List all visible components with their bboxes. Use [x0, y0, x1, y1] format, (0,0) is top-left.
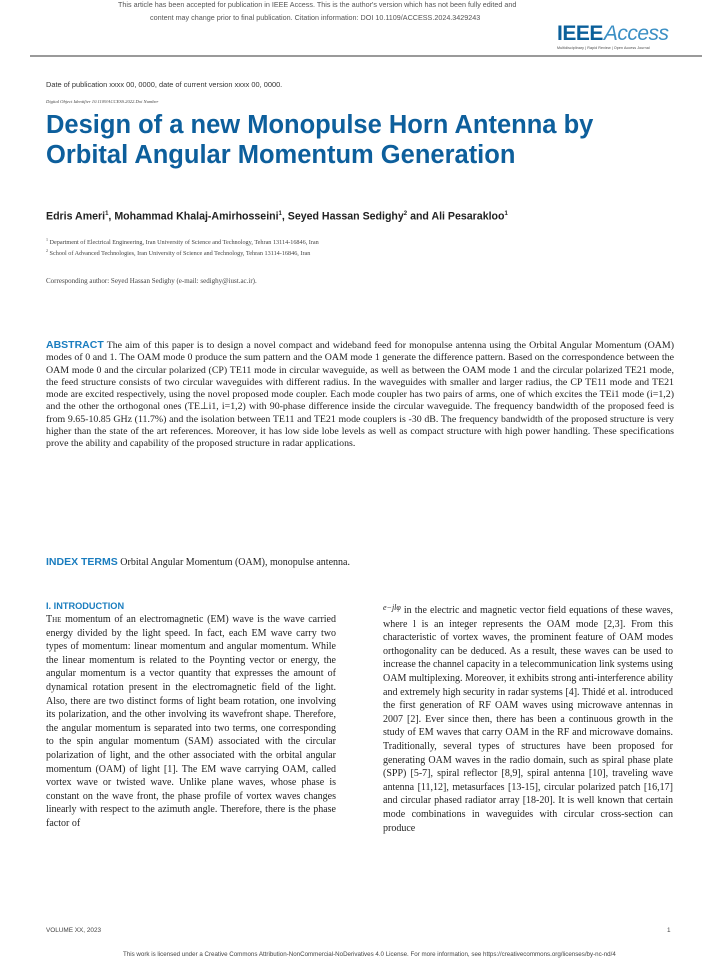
- publication-date: Date of publication xxxx 00, 0000, date of current version xxxx 00, 0000.: [46, 80, 283, 89]
- index-terms-label: INDEX TERMS: [46, 556, 118, 568]
- affiliation-number: 1: [46, 237, 48, 242]
- phase-factor-math: e−jlφ: [383, 603, 401, 612]
- abstract: [46, 339, 674, 450]
- abstract-label: ABSTRACT: [46, 339, 104, 351]
- author-name: Edris Ameri: [46, 210, 106, 223]
- affiliation-text: Department of Electrical Engineering, Iran University of Science and Technology, Tehran 13114-16846, Iran: [49, 239, 319, 247]
- intro-dropcap-word: The: [46, 614, 62, 625]
- page-number: 1: [667, 927, 671, 934]
- paper-title: Design of a new Monopulse Horn Antenna by Orbital Angular Momentum Generation: [46, 111, 594, 169]
- logo-ieee-text: IEEE: [557, 22, 603, 45]
- abstract-text: The aim of this paper is to design a novel compact and wideband feed for monopulse antenna using the Orbital Angular Momentum (OAM) modes of 0 and 1. The OAM mode 0 produce the sum pattern and the OAM mode 1 generate the difference pattern. Based on the correspondence between the OAM mode 0 and the circular polarized (CP) TE11 mode in circular waveguide, as well as between the OAM mode 1 and the circular polarized TE21 mode, the feed structure consists of two circular waveguides with different radius. In the waveguides with smaller and larger radius, the CP TE11 mode and TE21 mode are excited respectively, using the novel proposed mode coupler. Each mode coupler has two pairs of arms, one of which excites the TEi1 mode (i=1,2) and the other the orthogonal ones (TE⊥i1, i=1,2) with 90-phase difference inside the circular waveguide. The frequency bandwidth of the proposed feed is from 9.65-10.85 GHz (11.7%) and the isolation between TE11 and TE21 mode couplers is -30 dB. The frequency bandwidth of the proposed structure is very higher than the state of the art references. Moreover, it has low side lobe levels as well as compact structure with high power handling. These specifications prove the ability and capability of the proposed structure in radar applications.: [46, 340, 674, 449]
- intro-left-column: [46, 613, 336, 831]
- affiliation-number: 2: [46, 248, 48, 253]
- intro-left-text: momentum of an electromagnetic (EM) wave is the wave carried energy divided by the light speed. In fact, each EM wave carry two types of momentum: linear momentum and angular momentum. While the linear momentum is related to the Poynting vector or energy, the angular momentum is a vector quantity that expresses the amount of dynamical rotation present in the electromagnetic field of the light. Also, there are two distinct forms of light beam rotation, one involving its polarization, and the other involving its wavefront shape. Therefore, the angular momentum is separated into two terms, one corresponding to the spin angular momentum (SAM) associated with the circular polarization of light, and the other associated with the orbital angular momentum (OAM) of light [1]. The EM wave carrying OAM, called vortex wave or twisted wave. Unlike plane waves, whose phase is constant on the wave front, the phase profile of vortex waves changes linearly with respect to the azimuth angle. Therefore, there is the phase factor of: [46, 614, 336, 829]
- license-notice: This work is licensed under a Creative Commons Attribution-NonCommercial-NoDerivatives 4.0 License. For more information, see https://creativecommons.org/licenses/by-nc-nd/4: [123, 951, 616, 958]
- author-name: Mohammad Khalaj-Amirhosseini: [114, 210, 279, 223]
- acceptance-notice-line-1: This article has been accepted for publication in IEEE Access. This is the author's version which has not been fully edited and: [118, 0, 517, 9]
- affiliation-text: School of Advanced Technologies, Iran University of Science and Technology, Tehran 13114-16846, Iran: [49, 250, 311, 258]
- author-name: Seyed Hassan Sedighy: [287, 210, 404, 223]
- index-terms-text: Orbital Angular Momentum (OAM), monopulse antenna.: [120, 557, 350, 568]
- author-separator: and: [407, 210, 432, 223]
- logo-tagline: Multidisciplinary | Rapid Review | Open Access Journal: [557, 46, 650, 50]
- affiliation-2: [46, 248, 310, 257]
- intro-right-text: in the electric and magnetic vector field equations of these waves, where l is an integer represents the OAM mode [2,3]. From this characteristic of vortex waves, the prominent feature of OAM modes orthogonality can be deduced. As a result, these waves can be used to increase the channel capacity in a telecommunication link systems using OAM multiplexing. Moreover, it exhibits strong anti-interference ability and extremely high security in radar systems [4]. Thidé et al. introduced the first generation of RF OAM waves using microwave antennas in 2007 [2]. Ever since then, there has been a continuous growth in the study of EM waves that carry OAM in the RF and microwave domains. Traditionally, several types of structures have been proposed for generating OAM waves in the radio domain, such as spiral phase plate (SPP) [5-7], spiral reflector [8,9], spiral antenna [10], traveling wave antenna [11,12], metasurfaces [13-15], circular polarized patch [16,17] and circular phased radiator array [18-20]. It is well known that certain mode combinations in waveguides with circular cross-section can produce: [383, 605, 673, 834]
- intro-right-column: [383, 601, 673, 835]
- author-name: Ali Pesarakloo: [431, 210, 505, 223]
- footer-volume: VOLUME XX, 2023: [46, 927, 102, 934]
- author-list: [46, 207, 566, 224]
- ieee-access-logo: [557, 22, 669, 50]
- section-heading-introduction: I. INTRODUCTION: [46, 601, 125, 611]
- author-affiliation-mark: 2: [403, 211, 408, 217]
- acceptance-notice-line-2: content may change prior to final publication. Citation information: DOI 10.1109/ACCESS.2024.3429243: [150, 13, 481, 22]
- author-separator: ,: [281, 210, 288, 223]
- corresponding-author: Corresponding author: Seyed Hassan Sedighy (e-mail: sedighy@iust.ac.ir).: [46, 277, 257, 285]
- author-affiliation-mark: 1: [105, 211, 109, 217]
- author-affiliation-mark: 1: [278, 211, 282, 217]
- logo-access-text: Access: [603, 22, 669, 45]
- author-affiliation-mark: 1: [504, 211, 508, 217]
- affiliation-1: [46, 237, 319, 246]
- header-rule: [30, 55, 702, 57]
- doi-line: Digital Object Identifier 10.1109/ACCESS.2022.Doi Number: [46, 99, 159, 104]
- index-terms: [46, 556, 350, 568]
- author-separator: ,: [108, 210, 115, 223]
